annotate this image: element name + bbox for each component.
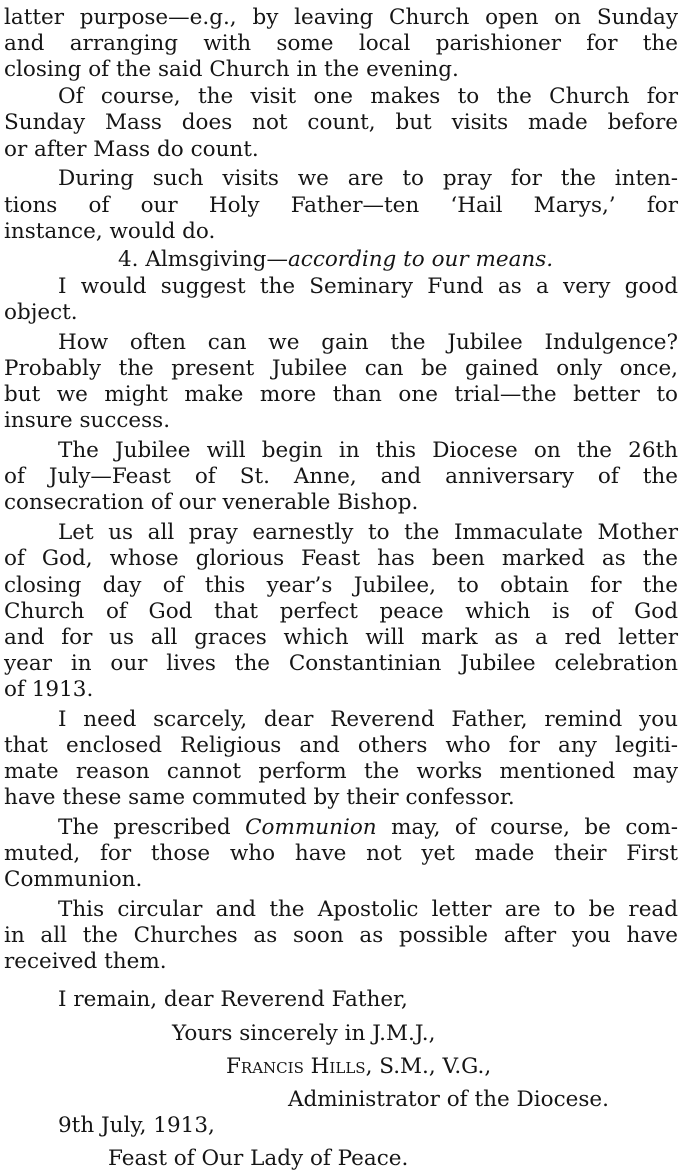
line-31-tail: may, of course, be com- [376,815,679,840]
text-line-18: of July—Feast of St. Anne, and anniversary of the [4,464,678,489]
text-line-1: latter purpose—e.g., by leaving Church open on Sunday [4,5,678,30]
text-line-15: but we might make more than one trial—the better to [4,382,678,407]
text-line-3: closing of the said Church in the evening. [4,57,459,82]
text-line-4: Of course, the visit one makes to the Church for [58,84,678,109]
letter-date: 9th July, 1913, [58,1113,215,1138]
text-line-11: I would suggest the Seminary Fund as a very good [58,274,678,299]
signer-name: Francis Hills [226,1054,366,1079]
text-line-12: object. [4,300,78,325]
text-line-17: The Jubilee will begin in this Diocese on the 26th [58,438,678,463]
text-line-32: muted, for those who have not yet made their First [4,841,678,866]
heading-almsgiving [118,247,553,273]
valediction: Yours sincerely in J.M.J., [172,1021,436,1046]
text-line-16: insure success. [4,408,171,433]
text-line-26: of 1913. [4,677,94,702]
text-line-24: and for us all graces which will mark as a red letter [4,625,678,650]
heading-emphasis: according to our means. [287,247,554,272]
signer-suffix: , S.M., V.G., [365,1054,492,1079]
text-line-36: received them. [4,949,167,974]
text-line-23: Church of God that perfect peace which is of God [4,599,678,624]
text-line-34: This circular and the Apostolic letter are to be read [58,897,678,922]
text-line-28: that enclosed Religious and others who for any legiti- [4,733,678,758]
feast-day: Feast of Our Lady of Peace. [108,1146,409,1171]
text-line-21: of God, whose glorious Feast has been marked as the [4,546,678,571]
text-line-14: Probably the present Jubilee can be gained only once, [4,356,678,381]
text-line-27: I need scarcely, dear Reverend Father, remind you [58,707,678,732]
text-line-19: consecration of our venerable Bishop. [4,490,419,515]
heading-lead: 4. Almsgiving— [118,247,288,272]
text-line-2: and arranging with some local parishioner for the [4,31,678,56]
text-line-13: How often can we gain the Jubilee Indulgence? [58,330,678,355]
line-31-lead: The prescribed [58,815,246,840]
line-31-emphasis: Communion [245,815,377,840]
text-line-8: tions of our Holy Father—ten ‘Hail Marys,’ for [4,193,678,218]
text-line-25: year in our lives the Constantinian Jubilee celebration [4,651,678,676]
text-line-35: in all the Churches as soon as possible after you have [4,923,678,948]
text-line-7: During such visits we are to pray for the inten- [58,166,678,191]
text-line-20: Let us all pray earnestly to the Immaculate Mother [58,520,678,545]
text-line-22: closing day of this year’s Jubilee, to obtain for the [4,573,678,598]
text-line-31 [58,815,678,841]
signer-title: Administrator of the Diocese. [288,1087,609,1112]
text-line-6: or after Mass do count. [4,137,259,162]
text-line-9: instance, would do. [4,219,216,244]
signature-line [226,1054,491,1080]
text-line-29: mate reason cannot perform the works mentioned may [4,759,678,784]
text-line-33: Communion. [4,867,143,892]
salutation: I remain, dear Reverend Father, [58,987,408,1012]
text-line-5: Sunday Mass does not count, but visits made before [4,110,678,135]
text-line-30: have these same commuted by their confessor. [4,785,515,810]
